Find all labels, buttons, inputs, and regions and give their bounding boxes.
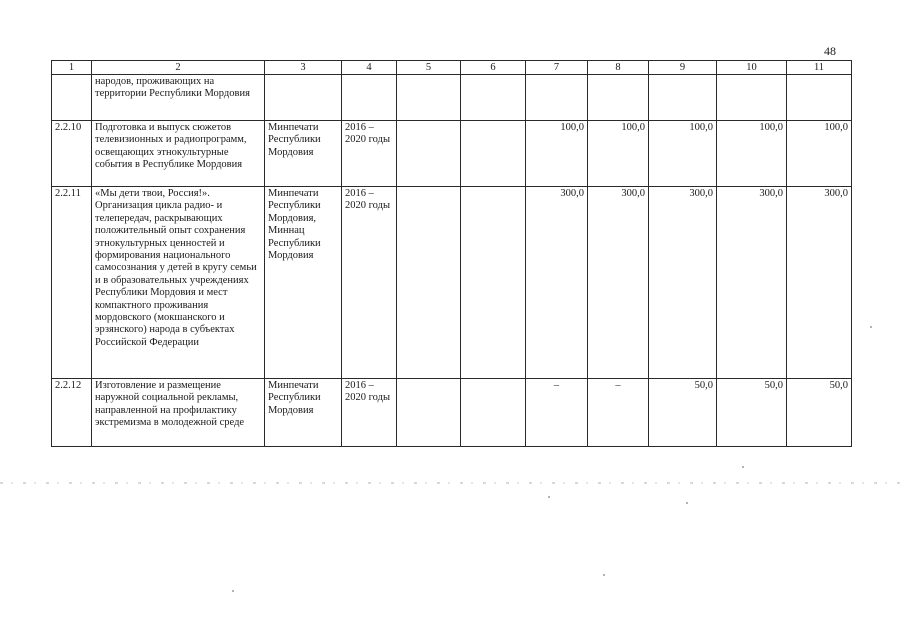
row-col6 [461,121,526,187]
header-cell: 10 [717,61,787,75]
row-period: 2016 – 2020 годы [342,379,397,447]
row-col9: 100,0 [649,121,717,187]
header-cell: 8 [588,61,649,75]
row-col9: 300,0 [649,187,717,379]
scan-speck [548,496,550,498]
row-code: 2.2.10 [52,121,92,187]
row-executor: Минпечати Республики Мордовия, Миннац Республики Мордовия [265,187,342,379]
row-period: 2016 – 2020 годы [342,187,397,379]
row-period: 2016 – 2020 годы [342,121,397,187]
row-activity-name: народов, проживающих на территории Республики Мордовия [92,75,265,121]
row-col5 [397,75,461,121]
row-col5 [397,121,461,187]
row-col6 [461,187,526,379]
table-row [52,379,852,447]
row-code [52,75,92,121]
row-col10: 100,0 [717,121,787,187]
row-col5 [397,379,461,447]
row-code: 2.2.12 [52,379,92,447]
row-activity-name: Подготовка и выпуск сюжетов телевизионных и радиопрограмм, освещающих этнокультурные события в Республике Мордовия [92,121,265,187]
scan-speck [603,574,605,576]
header-cell: 9 [649,61,717,75]
header-cell: 7 [526,61,588,75]
header-cell: 2 [92,61,265,75]
row-executor: Минпечати Республики Мордовия [265,379,342,447]
scan-speck [870,326,872,328]
row-activity-name: «Мы дети твои, Россия!». Организация цикла радио- и телепередач, раскрывающих положительный опыт сохранения этнокультурных ценностей и формирования национального самосознания у детей в кругу семьи и в образовательных учреждениях Республики Мордовия и мест компактного проживания мордовского (мокшанского и эрзянского) народа в субъектах Российской Федерации [92,187,265,379]
header-cell: 11 [787,61,852,75]
row-col8: 100,0 [588,121,649,187]
row-col7: 300,0 [526,187,588,379]
header-cell: 1 [52,61,92,75]
scan-speck [686,502,688,504]
table-row [52,75,852,121]
row-col11: 300,0 [787,187,852,379]
row-activity-name: Изготовление и размещение наружной социальной рекламы, направленной на профилактику экстремизма в молодежной среде [92,379,265,447]
row-code: 2.2.11 [52,187,92,379]
row-col7: – [526,379,588,447]
row-executor [265,75,342,121]
table-row [52,121,852,187]
row-col7: 100,0 [526,121,588,187]
row-col6 [461,75,526,121]
row-col6 [461,379,526,447]
scan-speck [742,466,744,468]
row-col7 [526,75,588,121]
row-col5 [397,187,461,379]
scan-speck [232,590,234,592]
row-col11: 50,0 [787,379,852,447]
table-row [52,187,852,379]
header-cell: 3 [265,61,342,75]
row-col11: 100,0 [787,121,852,187]
program-activities-table [51,60,852,447]
header-row [52,61,852,75]
row-col8: 300,0 [588,187,649,379]
header-cell: 4 [342,61,397,75]
row-period [342,75,397,121]
row-col9: 50,0 [649,379,717,447]
header-cell: 6 [461,61,526,75]
row-col11 [787,75,852,121]
row-col10: 300,0 [717,187,787,379]
row-col9 [649,75,717,121]
row-col10: 50,0 [717,379,787,447]
row-col10 [717,75,787,121]
header-cell: 5 [397,61,461,75]
row-col8: – [588,379,649,447]
row-col8 [588,75,649,121]
scan-noise-line [0,482,905,484]
page-number: 48 [824,44,836,58]
row-executor: Минпечати Республики Мордовия [265,121,342,187]
